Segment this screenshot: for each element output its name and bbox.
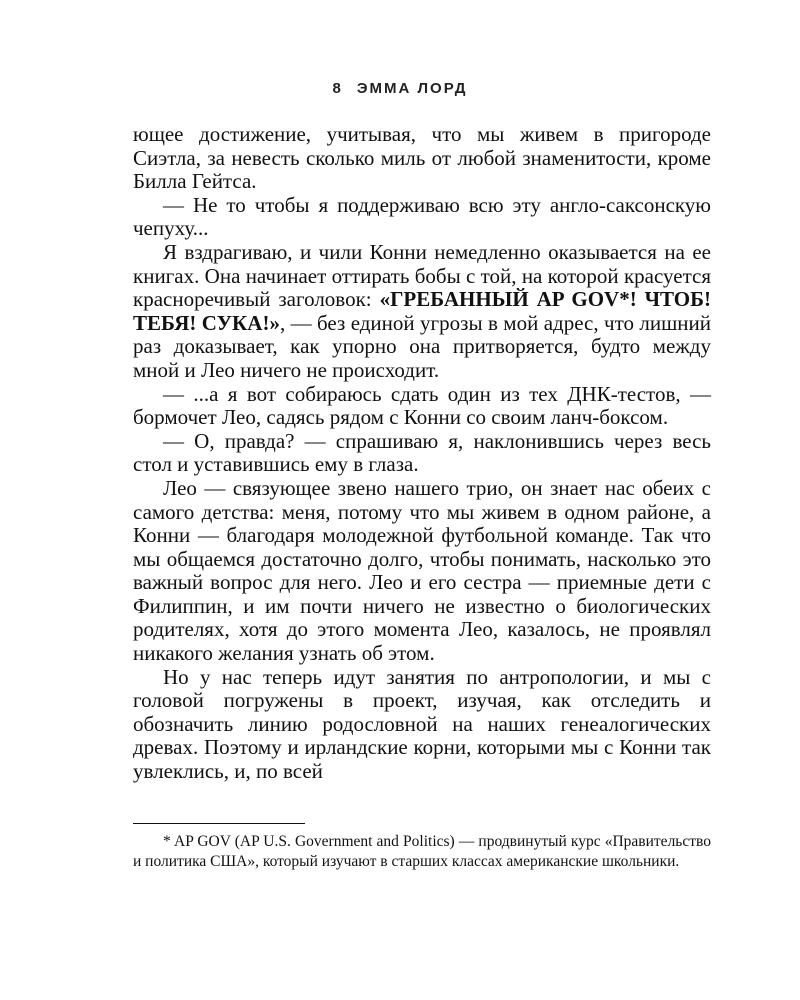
paragraph: — Не то чтобы я поддерживаю всю эту англо-саксонскую чепуху... [133, 192, 711, 241]
paragraph: Но у нас теперь идут занятия по антропологии, и мы с головой погружены в проект, изучая, как отследить и обозначить линию родословной на наших генеалогических древах. Поэтому и ирландские корни, которыми мы с Конни так увлеклись, и, по всей [133, 664, 711, 784]
paragraph-text: Я вздрагиваю, и чили Конни немедленно оказывается на ее книгах. Она начинает оттирать бобы с той, на которой красуется красноречивый заголовок: [133, 239, 711, 312]
paragraph [133, 241, 711, 383]
body-text [133, 123, 711, 784]
book-title-bold: «ГРЕБАННЫЙ AP GOV*! ЧТОБ! ТЕБЯ! СУКА!» [133, 287, 712, 335]
paragraph-text: , — без единой угрозы в мой адрес, что лишний раз доказывает, как упорно она притворяется, будто между мной и Лео ничего не происходит. [133, 310, 712, 382]
footnote [133, 832, 711, 872]
footnote-text: * AP GOV (AP U.S. Government and Politics) — продвинутый курс «Правительство и политика США», который изучают в старших классах американские школьники. [133, 833, 711, 870]
paragraph: — О, правда? — спрашиваю я, наклонившись через весь стол и уставившись ему в глаза. [133, 428, 711, 477]
paragraph: — ...а я вот собираюсь сдать один из тех ДНК-тестов, — бормочет Лео, садясь рядом с Конни со своим ланч-боксом. [133, 381, 711, 430]
footnote-divider [133, 823, 305, 824]
paragraph: Лео — связующее звено нашего трио, он знает нас обеих с самого детства: меня, потому что мы живем в одном районе, а Конни — благодаря молодежной футбольной команде. Так что мы общаемся достаточно долго, чтобы понимать, насколько это важный вопрос для него. Лео и его сестра — приемные дети с Филиппин, и им почти ничего не известно о биологических родителях, хотя до этого момента Лео, казалось, не проявлял никакого желания узнать об этом. [133, 475, 711, 666]
paragraph: ющее достижение, учитывая, что мы живем в пригороде Сиэтла, за невесть сколько миль от любой знаменитости, кроме Билла Гейтса. [133, 122, 711, 194]
page-number: 8 [332, 80, 343, 97]
running-head [0, 80, 800, 97]
author-name: ЭММА ЛОРД [356, 80, 468, 97]
